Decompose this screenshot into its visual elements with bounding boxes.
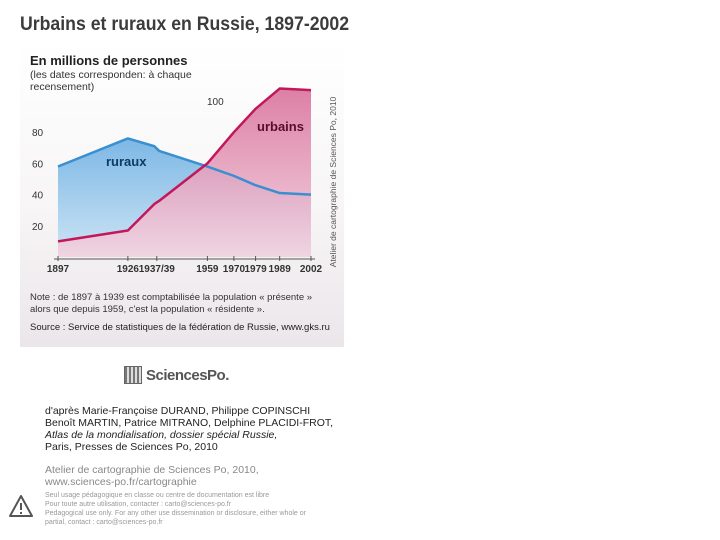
unit-label: En millions de personnes — [30, 53, 188, 68]
atelier-line: Atelier de cartographie de Sciences Po, 2010, — [45, 464, 259, 476]
chart-source: Source : Service de statistiques de la fédération de Russie, www.gks.ru — [30, 322, 330, 333]
attribution-line: Atlas de la mondialisation, dossier spécial Russie, — [45, 429, 278, 441]
warning-icon — [8, 494, 34, 518]
x-tick-label: 1970 — [222, 264, 246, 275]
x-tick-label: 1897 — [46, 264, 70, 275]
logo-mark-icon — [124, 366, 142, 384]
disclaimer-line: Pour toute autre utilisation, contacter : carto@sciences-po.fr — [45, 501, 232, 508]
x-tick-label: 2002 — [299, 264, 323, 275]
y-tick-label: 80 — [32, 128, 44, 140]
y-tick-label: 100 — [207, 97, 224, 108]
attribution — [45, 405, 333, 453]
y-tick-label: 60 — [32, 159, 44, 171]
chart-credit: Atelier de cartographie de Sciences Po, 2010 — [328, 96, 338, 268]
page-title: Urbains et ruraux en Russie, 1897-2002 — [20, 14, 350, 35]
x-tick-label: 1926 — [116, 264, 140, 275]
y-tick-label: 20 — [32, 221, 44, 233]
series-label-ruraux: ruraux — [106, 154, 147, 169]
atelier-line: www.sciences-po.fr/cartographie — [45, 476, 197, 488]
unit-note: (les dates corresponden: à chaque recensement) — [30, 69, 192, 93]
sciences-po-logo — [124, 366, 229, 384]
attribution-line: Paris, Presses de Sciences Po, 2010 — [45, 441, 218, 453]
x-tick-label: 1959 — [196, 264, 219, 275]
series-label-urbains: urbains — [257, 119, 304, 134]
x-tick-label: 1979 — [244, 264, 267, 275]
disclaimer-line: partial, contact : carto@sciences-po.fr — [45, 519, 163, 526]
attribution-line: d'après Marie-Françoise DURAND, Philippe COPINSCHI — [45, 405, 311, 417]
x-tick-label: 1989 — [268, 264, 291, 275]
atelier-credit — [45, 464, 259, 488]
usage-disclaimer — [45, 491, 306, 527]
x-tick-label: 1937/39 — [138, 264, 175, 275]
disclaimer-line: Seul usage pédagogique en classe ou centre de documentation est libre — [45, 492, 270, 499]
chart-note: Note : de 1897 à 1939 est comptabilisée la population « présente » alors que depuis 1959, c'est la population « résidente ». — [30, 292, 313, 315]
y-tick-label: 40 — [32, 190, 44, 202]
disclaimer-line: Pedagogical use only. For any other use dissemination or disclosure, either whole or — [45, 510, 306, 517]
attribution-line: Benoît MARTIN, Patrice MITRANO, Delphine PLACIDI-FROT, — [45, 417, 334, 429]
logo-text: SciencesPo. — [146, 366, 229, 384]
